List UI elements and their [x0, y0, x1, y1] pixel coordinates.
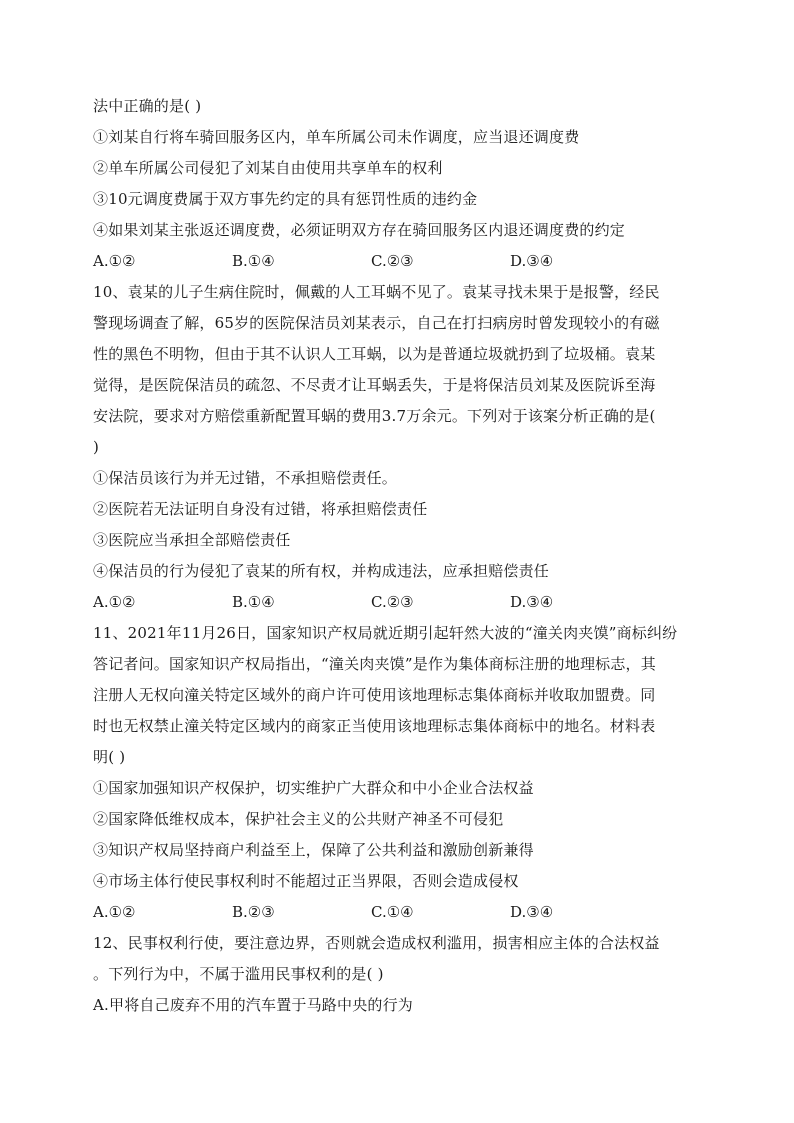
question-10: [93, 277, 703, 618]
question-stem-line: 觉得，是医院保洁员的疏忽、不尽责才让耳蜗丢失，于是将保洁员刘某及医院诉至海: [93, 376, 656, 394]
question-9: [93, 91, 703, 277]
statement-4: ④市场主体行使民事权利时不能超过正当界限，否则会造成侵权: [93, 872, 519, 890]
question-stem-line: 明( ): [93, 748, 126, 766]
option-a: A.①②: [93, 903, 136, 921]
question-12: [93, 928, 703, 1021]
statement-1: ①国家加强知识产权保护，切实维护广大群众和中小企业合法权益: [93, 779, 534, 797]
answer-options: [93, 587, 703, 618]
question-stem-line: 警现场调查了解，65岁的医院保洁员刘某表示，自己在打扫病房时曾发现较小的有磁: [93, 314, 660, 332]
option-d: D.③④: [510, 252, 554, 270]
statement-4: ④如果刘某主张返还调度费，必须证明双方存在骑回服务区内退还调度费的约定: [93, 221, 626, 239]
answer-options: [93, 246, 703, 277]
question-stem-line: 。下列行为中，不属于滥用民事权利的是( ): [93, 965, 384, 983]
question-stem-line: 注册人无权向潼关特定区域外的商户许可使用该地理标志集体商标并收取加盟费。同: [93, 686, 656, 704]
answer-options: [93, 897, 703, 928]
option-d: D.③④: [510, 903, 554, 921]
option-c: C.②③: [371, 593, 414, 611]
question-stem-line: ): [93, 438, 100, 456]
question-stem-line: 安法院，要求对方赔偿重新配置耳蜗的费用3.7万余元。下列对于该案分析正确的是(: [93, 407, 656, 425]
question-stem-line: 时也无权禁止潼关特定区域内的商家正当使用该地理标志集体商标中的地名。材料表: [93, 717, 656, 735]
statement-1: ①保洁员该行为并无过错，不承担赔偿责任。: [93, 469, 398, 487]
statement-1: ①刘某自行将车骑回服务区内，单车所属公司未作调度，应当退还调度费: [93, 128, 580, 146]
question-stem-line: 答记者问。国家知识产权局指出，“潼关肉夹馍”是作为集体商标注册的地理标志，其: [93, 655, 656, 673]
option-c: C.②③: [371, 252, 414, 270]
statement-2: ②国家降低维权成本，保护社会主义的公共财产神圣不可侵犯: [93, 810, 504, 828]
question-11: [93, 618, 703, 928]
statement-4: ④保洁员的行为侵犯了袁某的所有权，并构成违法，应承担赔偿责任: [93, 562, 550, 580]
option-a: A.甲将自己废弃不用的汽车置于马路中央的行为: [93, 996, 414, 1014]
statement-3: ③10元调度费属于双方事先约定的具有惩罚性质的违约金: [93, 190, 478, 208]
question-stem-line: 10、袁某的儿子生病住院时，佩戴的人工耳蜗不见了。袁某寻找未果于是报警，经民: [93, 283, 660, 301]
option-d: D.③④: [510, 593, 554, 611]
question-stem-line: 法中正确的是( ): [93, 97, 202, 115]
option-a: A.①②: [93, 593, 136, 611]
option-b: B.①④: [232, 252, 275, 270]
statement-2: ②医院若无法证明自身没有过错，将承担赔偿责任: [93, 500, 428, 518]
statement-3: ③医院应当承担全部赔偿责任: [93, 531, 291, 549]
option-b: B.②③: [232, 903, 275, 921]
question-stem-line: 12、民事权利行使，要注意边界，否则就会造成权利滥用，损害相应主体的合法权益: [93, 934, 660, 952]
option-c: C.①④: [371, 903, 414, 921]
option-b: B.①④: [232, 593, 275, 611]
exam-page: [93, 91, 703, 1021]
statement-3: ③知识产权局坚持商户利益至上，保障了公共利益和激励创新兼得: [93, 841, 534, 859]
question-stem-line: 11、2021年11月26日，国家知识产权局就近期引起轩然大波的“潼关肉夹馍”商标纠纷: [93, 624, 678, 642]
statement-2: ②单车所属公司侵犯了刘某自由使用共享单车的权利: [93, 159, 443, 177]
question-stem-line: 性的黑色不明物，但由于其不认识人工耳蜗，以为是普通垃圾就扔到了垃圾桶。袁某: [93, 345, 656, 363]
option-a: A.①②: [93, 252, 136, 270]
